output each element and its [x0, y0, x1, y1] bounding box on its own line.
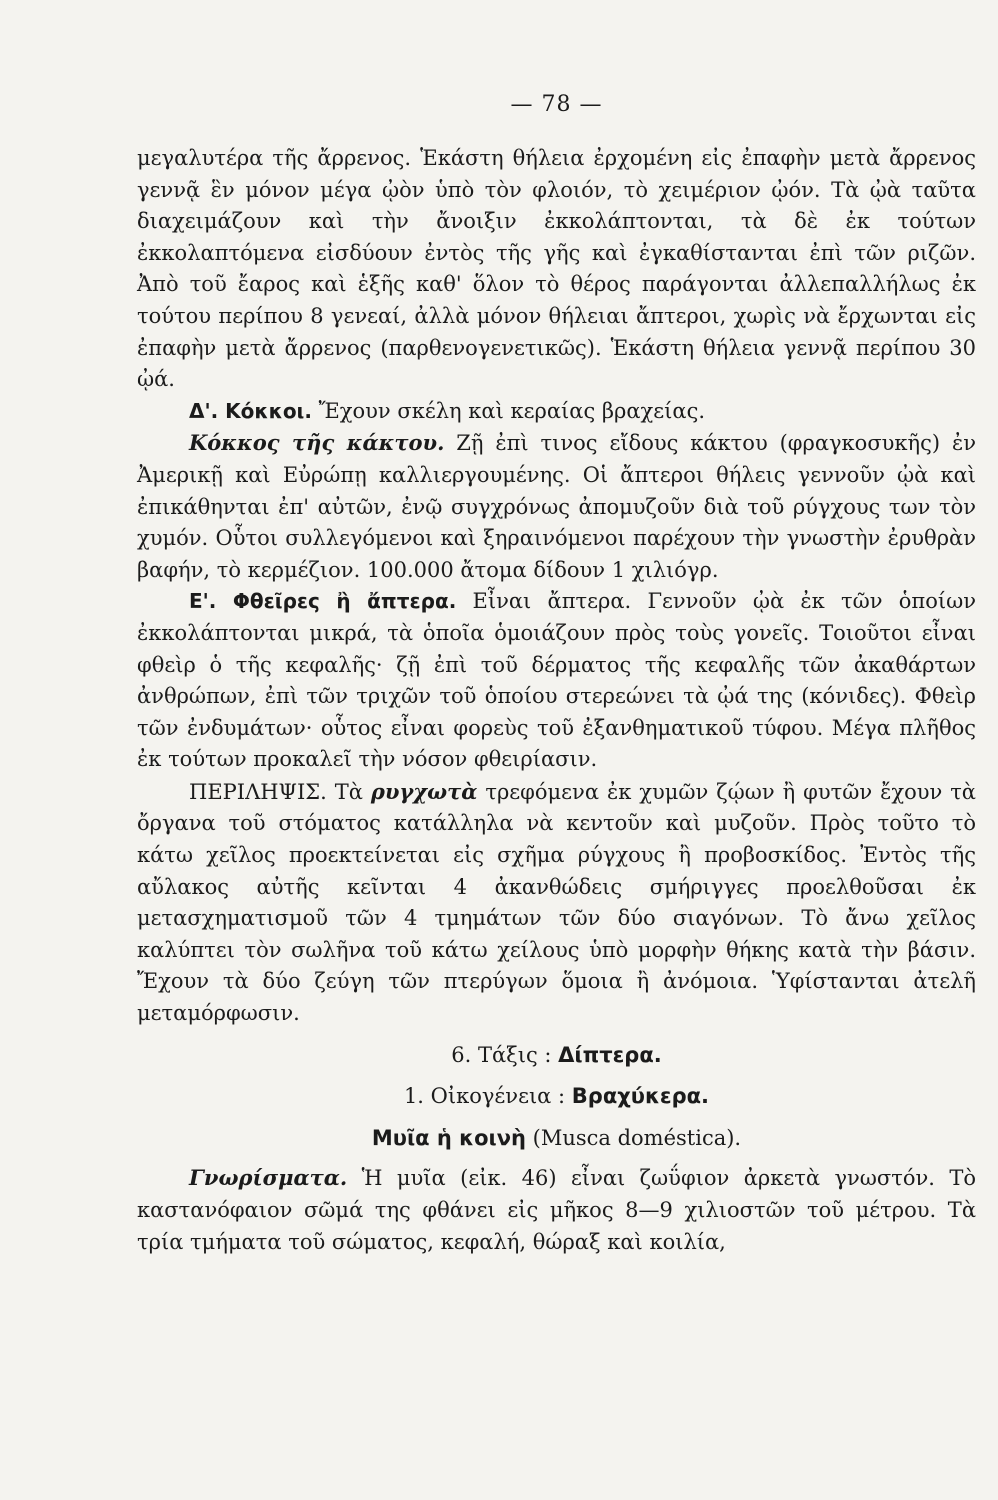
- cochineal-paragraph: [137, 427, 976, 586]
- species-latin: (Musca doméstica).: [525, 1125, 742, 1150]
- order-heading: [137, 1040, 976, 1072]
- summary-pre: Τὰ: [326, 779, 371, 804]
- features-text: [137, 1162, 976, 1258]
- body-text: [137, 143, 976, 1030]
- summary-term: ρυγχωτὰ: [370, 778, 478, 804]
- family-name: Βραχύκερα.: [571, 1084, 710, 1109]
- section-d-heading: Δ'. Κόκκοι.: [189, 398, 312, 423]
- cochineal-text: Ζῇ ἐπὶ τινος εἴδους κάκτου (φραγκοσυκῆς) ἐν Ἀμερικῇ καὶ Εὐρώπῃ καλλιεργουμένης. Οἱ ἄπτεροι θήλεις γεννοῦν ᾠὰ καὶ ἐπικάθηνται ἐπ' αὐτῶν, ἐνῷ συγχρόνως ἀπομυζοῦν διὰ τοῦ ρύγχους των τὸν χυμόν. Οὗτοι συλλεγόμενοι καὶ ξηραινόμενοι παρέχουν τὴν γνωστὴν ἐρυθρὰν βαφήν, τὸ κερμέζιον. 100.000 ἄτομα δίδουν 1 χιλιόγρ.: [137, 431, 977, 582]
- cochineal-heading: Κόκκος τῆς κάκτου.: [189, 430, 445, 456]
- section-d-text: Ἔχουν σκέλη καὶ κεραίας βραχείας.: [311, 398, 706, 423]
- family-prefix: 1. Οἰκογένεια :: [403, 1084, 572, 1109]
- summary-label: ΠΕΡΙΛΗΨΙΣ.: [189, 779, 327, 804]
- family-heading: [137, 1081, 976, 1113]
- summary-text: τρεφόμενα ἐκ χυμῶν ζῴων ἢ φυτῶν ἔχουν τὰ ὄργανα τοῦ στόματος κατάλληλα νὰ κεντοῦν καὶ μυζοῦν. Πρὸς τοῦτο τὸ κάτω χεῖλος προεκτείνεται εἰς σχῆμα ρύγχους ἢ προβοσκίδος. Ἐντὸς τῆς αὔλακος αὐτῆς κεῖνται 4 ἀκανθώδεις σμήριγγες προελθοῦσαι ἐκ μετασχηματισμοῦ τῶν 4 τμημάτων τῶν δύο σιαγόνων. Τὸ ἄνω χεῖλος καλύπτει τὸν σωλῆνα τοῦ κάτω χείλους ὑπὸ μορφὴν θήκης κατὰ τὴν βάσιν. Ἔχουν τὰ δύο ζεύγη τῶν πτερύγων ὅμοια ἢ ἀνόμοια. Ὑφίστανται ἀτελῆ μεταμόρφωσιν.: [137, 779, 976, 1026]
- page-number: — 78 —: [510, 92, 603, 117]
- paragraph-aphids: μεγαλυτέρα τῆς ἄρρενος. Ἑκάστη θήλεια ἐρχομένη εἰς ἐπαφὴν μετὰ ἄρρενος γεννᾷ ἓν μόνον μέγα ᾠὸν ὑπὸ τὸν φλοιόν, τὸ χειμέριον ᾠόν. Τὰ ᾠὰ ταῦτα διαχειμάζουν καὶ τὴν ἄνοιξιν ἐκκολάπτονται, τὰ δὲ ἐκ τούτων ἐκκολαπτόμενα εἰσδύουν ἐντὸς τῆς γῆς καὶ ἐγκαθίστανται ἐπὶ τῶν ριζῶν. Ἀπὸ τοῦ ἔαρος καὶ ἑξῆς καθ' ὅλον τὸ θέρος παράγονται ἀλλεπαλλήλως ἐκ τούτου περίπου 8 γενεαί, ἀλλὰ μόνον θήλειαι ἄπτεροι, χωρὶς νὰ ἔρχωνται εἰς ἐπαφὴν μετὰ ἄρρενος (παρθενογενετικῶς). Ἑκάστη θήλεια γεννᾷ περίπου 30 ᾠά.: [137, 146, 976, 392]
- species-heading: [137, 1123, 976, 1155]
- section-e-heading: Ε'. Φθεῖρες ἢ ἄπτερα.: [189, 589, 457, 614]
- order-prefix: 6. Τάξις :: [451, 1042, 559, 1067]
- species-name: Μυῖα ἡ κοινὴ: [371, 1125, 526, 1150]
- section-d-paragraph: [137, 396, 976, 428]
- features-paragraph: [137, 1162, 976, 1258]
- section-e-text: Εἶναι ἄπτερα. Γεννοῦν ᾠὰ ἐκ τῶν ὁποίων ἐκκολάπτονται μικρά, τὰ ὁποῖα ὁμοιάζουν πρὸς τοὺς γονεῖς. Τοιοῦτοι εἶναι φθεὶρ ὁ τῆς κεφαλῆς· ζῇ ἐπὶ τοῦ δέρματος τῆς κεφαλῆς τῶν ἀκαθάρτων ἀνθρώπων, ἐπὶ τῶν τριχῶν τοῦ ὁποίου στερεώνει τὰ ᾠά της (κόνιδες). Φθεὶρ τῶν ἐνδυμάτων· οὗτος εἶναι φορεὺς τοῦ ἐξανθηματικοῦ τύφου. Μέγα πλῆθος ἐκ τούτων προκαλεῖ τὴν νόσον φθειρίασιν.: [137, 589, 976, 772]
- features-heading: Γνωρίσματα.: [189, 1165, 348, 1191]
- features-body: Ἡ μυῖα (εἰκ. 46) εἶναι ζωΰφιον ἀρκετὰ γνωστόν. Τὸ καστανόφαιον σῶμά της φθάνει εἰς μῆκος 8—9 χιλιοστῶν τοῦ μέτρου. Τὰ τρία τμήματα τοῦ σώματος, κεφαλή, θώραξ καὶ κοιλία,: [137, 1166, 976, 1254]
- summary-paragraph: [137, 776, 976, 1030]
- order-name: Δίπτερα.: [558, 1042, 662, 1067]
- section-e-paragraph: [137, 586, 976, 776]
